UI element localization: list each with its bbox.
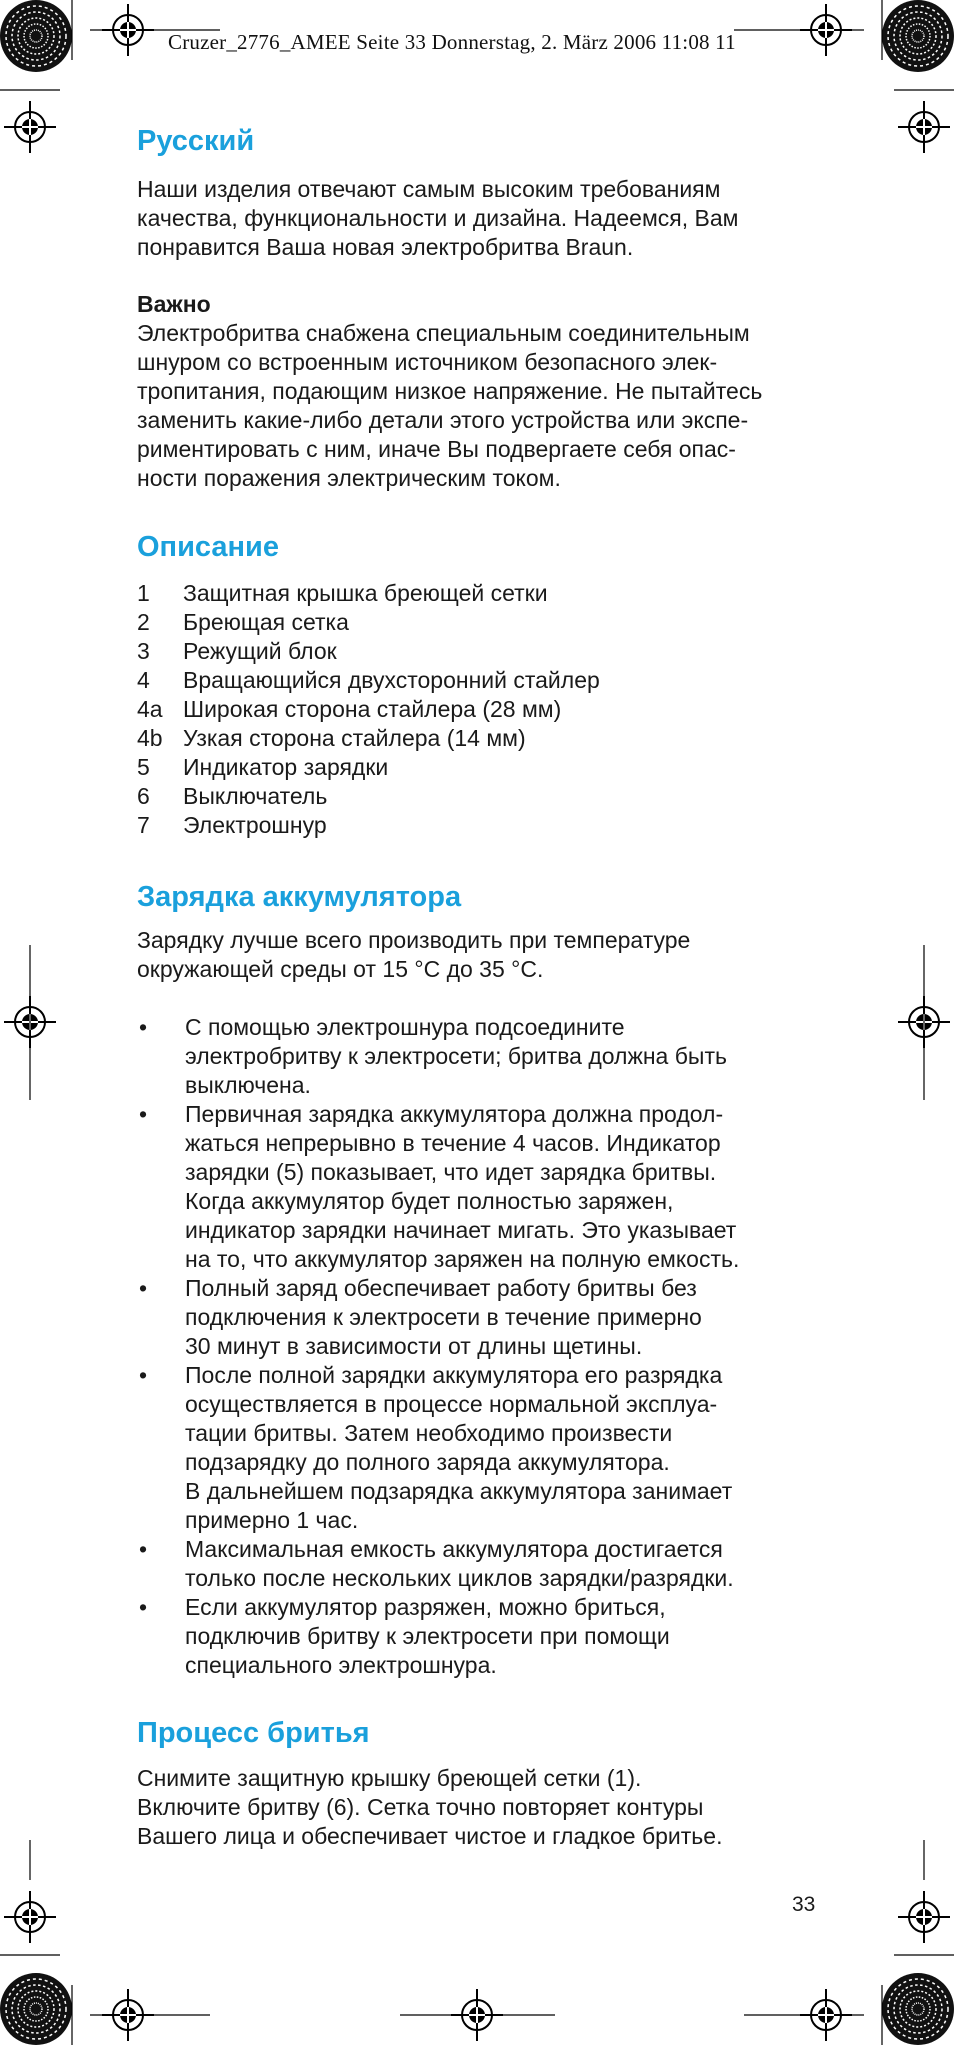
registration-mark — [102, 1989, 154, 2041]
page-number: 33 — [792, 1893, 816, 1916]
list-item: 4a Широкая сторона стайлера (28 мм) — [137, 696, 562, 722]
section-title-charging: Зарядка аккумулятора — [137, 881, 462, 913]
corner-target-bottom-left — [0, 1973, 72, 2045]
registration-mark — [898, 1891, 950, 1943]
corner-target-bottom-right — [882, 1973, 954, 2045]
list-item: • С помощью электрошнура подсоедините электробритву к электросети; бритва должна быть выключена. — [139, 1014, 727, 1098]
registration-mark — [102, 4, 154, 56]
list-item: 4b Узкая сторона стайлера (14 мм) — [137, 725, 526, 751]
list-item: 7 Электрошнур — [137, 812, 327, 838]
corner-target-top-left — [0, 0, 72, 72]
list-item: 2 Бреющая сетка — [137, 609, 349, 635]
charging-intro: Зарядку лучше всего производить при температуре окружающей среды от 15 °C до 35 °C. — [137, 927, 691, 982]
registration-mark — [451, 1989, 503, 2041]
section-title-shaving: Процесс бритья — [137, 1717, 370, 1749]
registration-mark — [800, 1989, 852, 2041]
list-item: 4 Вращающийся двухсторонний стайлер — [137, 667, 600, 693]
registration-mark — [4, 101, 56, 153]
list-item: • Максимальная емкость аккумулятора достигается только после нескольких циклов зарядки/разрядки. — [139, 1536, 734, 1591]
important-heading: Важно — [137, 291, 211, 317]
list-item: • Полный заряд обеспечивает работу бритвы без подключения к электросети в течение примерно 30 минут в зависимости от длины щетины. — [139, 1275, 702, 1359]
list-item: • После полной зарядки аккумулятора его разрядка осуществляется в процессе нормальной эксплуа- тации бритвы. Затем необходимо произвести подзарядку до полного заряда аккумулятора. В дальнейшем подзарядка аккумулятора занимает примерно 1 час. — [139, 1362, 733, 1533]
section-title-russian: Русский — [137, 125, 255, 157]
charging-bullets — [137, 1013, 837, 1680]
list-item: • Если аккумулятор разряжен, можно бриться, подключив бритву к электросети при помощи специального электрошнура. — [139, 1594, 670, 1678]
important-paragraph: Электробритва снабжена специальным соединительным шнуром со встроенным источником безопасного элек- тропитания, подающим низкое напряжение. Не пытайтесь заменить какие-либо детали этого устройства или экспе- риментировать с ним, иначе Вы подвергаете себя опас- ности поражения электрическим током. — [137, 320, 763, 491]
list-item: 1 Защитная крышка бреющей сетки — [137, 580, 548, 606]
list-item: 5 Индикатор зарядки — [137, 754, 389, 780]
list-item: 6 Выключатель — [137, 783, 328, 809]
corner-target-top-right — [882, 0, 954, 72]
print-slug: Cruzer_2776_AMEE Seite 33 Donnerstag, 2. März 2006 11:08 11 — [168, 30, 736, 54]
registration-mark — [898, 101, 950, 153]
shaving-paragraph: Снимите защитную крышку бреющей сетки (1). Включите бритву (6). Сетка точно повторяет контуры Вашего лица и обеспечивает чистое и гладкое бритье. — [137, 1765, 723, 1849]
registration-mark — [800, 4, 852, 56]
list-item: 3 Режущий блок — [137, 638, 337, 664]
parts-list — [137, 579, 837, 840]
intro-paragraph: Наши изделия отвечают самым высоким требованиям качества, функциональности и дизайна. Надеемся, Вам понравится Ваша новая электробритва Braun. — [137, 176, 739, 260]
section-title-description: Описание — [137, 531, 279, 563]
registration-mark — [4, 1891, 56, 1943]
list-item: • Первичная зарядка аккумулятора должна продол- жаться непрерывно в течение 4 часов. Индикатор зарядки (5) показывает, что идет зарядка бритвы. Когда аккумулятор будет полностью заряжен, индикатор зарядки начинает мигать. Это указывает на то, что аккумулятор заряжен на полную емкость. — [139, 1101, 740, 1272]
